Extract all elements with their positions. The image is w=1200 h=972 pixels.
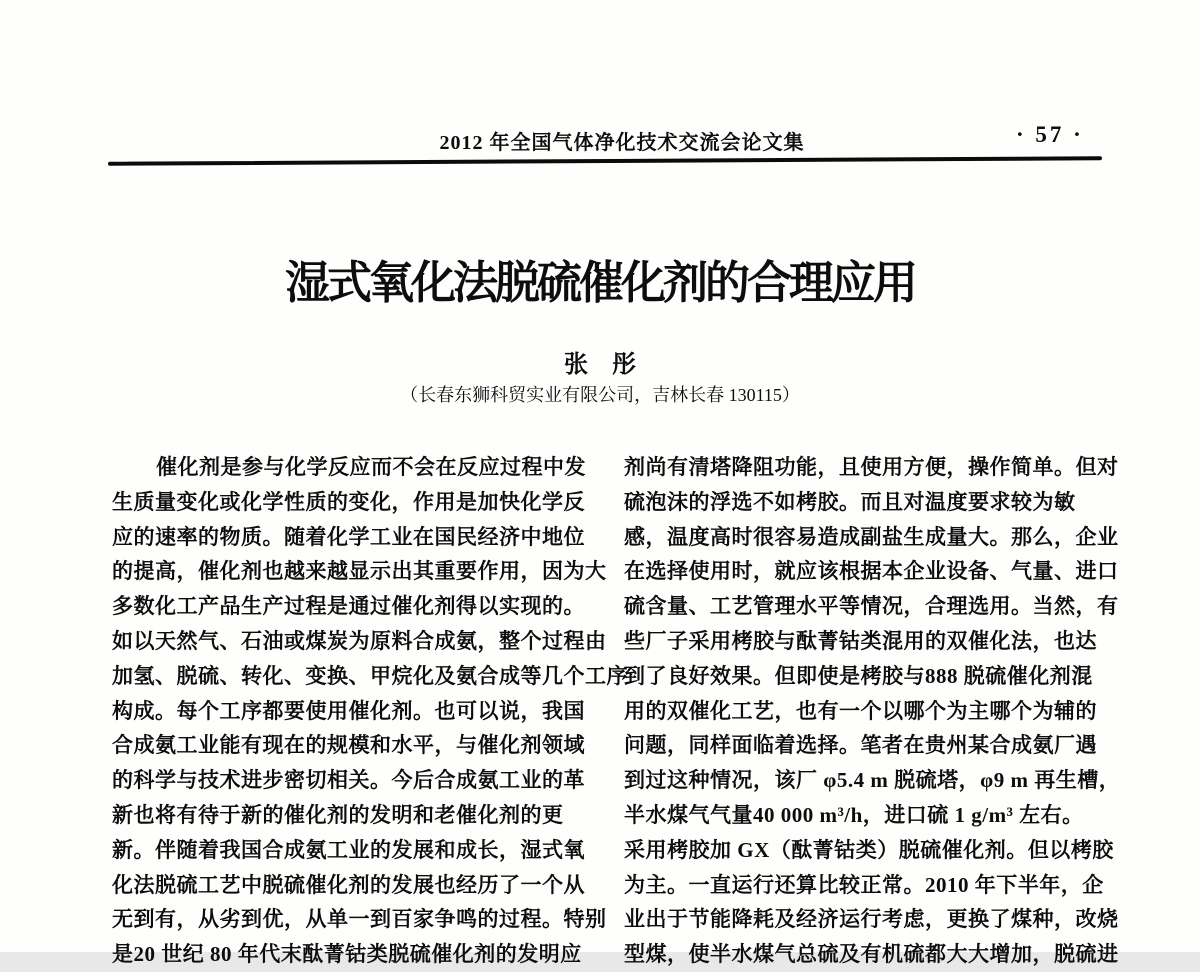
text-line: 是20 世纪 80 年代末酞菁钴类脱硫催化剂的发明应 bbox=[112, 942, 582, 967]
text-line: 些厂子采用栲胶与酞菁钴类混用的双催化法，也达 bbox=[624, 628, 1097, 653]
text-line: 硫泡沫的浮选不如栲胶。而且对温度要求较为敏 bbox=[624, 489, 1076, 514]
text-line: 如以天然气、石油或煤炭为原料合成氨，整个过程由 bbox=[112, 628, 607, 653]
text-line: 半水煤气气量40 000 m³/h，进口硫 1 g/m³ 左右。 bbox=[624, 802, 1084, 827]
text-line: 到了良好效果。但即使是栲胶与888 脱硫催化剂混 bbox=[624, 663, 1093, 688]
text-line: 化法脱硫工艺中脱硫催化剂的发展也经历了一个从 bbox=[112, 872, 585, 897]
text-line: 硫含量、工艺管理水平等情况，合理选用。当然，有 bbox=[624, 594, 1119, 619]
text-line: 问题，同样面临着选择。笔者在贵州某合成氨厂遇 bbox=[624, 733, 1097, 758]
text-line: 用的双催化工艺，也有一个以哪个为主哪个为辅的 bbox=[624, 698, 1097, 723]
header-rule bbox=[108, 156, 1102, 166]
text-line: 应的速率的物质。随着化学工业在国民经济中地位 bbox=[112, 524, 585, 549]
text-line: 到过这种情况，该厂 φ5.4 m 脱硫塔，φ9 m 再生槽， bbox=[624, 768, 1121, 793]
author-name: 张 彤 bbox=[564, 352, 636, 378]
text-line: 的科学与技术进步密切相关。今后合成氨工业的革 bbox=[112, 768, 585, 793]
text-line: 剂尚有清塔降阻功能，且使用方便，操作简单。但对 bbox=[624, 455, 1119, 479]
text-line: 采用栲胶加 GX（酞菁钴类）脱硫催化剂。但以栲胶 bbox=[624, 837, 1114, 862]
text-line: 多数化工产品生产过程是通过催化剂得以实现的。 bbox=[112, 594, 585, 619]
text-line: 感，温度高时很容易造成副盐生成量大。那么，企业 bbox=[624, 524, 1119, 549]
text-line: 无到有，从劣到优，从单一到百家争鸣的过程。特别 bbox=[112, 907, 607, 932]
text-line: 的提高，催化剂也越来越显示出其重要作用，因为大 bbox=[112, 559, 607, 584]
text-line: 加氢、脱硫、转化、变换、甲烷化及氨合成等几个工序 bbox=[112, 663, 628, 688]
text-line: 生质量变化或化学性质的变化，作用是加快化学反 bbox=[112, 489, 585, 514]
text-line: 业出于节能降耗及经济运行考虑，更换了煤种，改烧 bbox=[624, 907, 1119, 932]
article-title: 湿式氧化法脱硫催化剂的合理应用 bbox=[284, 258, 915, 308]
text-line: 构成。每个工序都要使用催化剂。也可以说，我国 bbox=[112, 698, 585, 723]
text-line: 新。伴随着我国合成氨工业的发展和成长，湿式氧 bbox=[112, 837, 585, 862]
author-affiliation: （长春东狮科贸实业有限公司，吉林长春 130115） bbox=[400, 385, 800, 405]
text-line: 催化剂是参与化学反应而不会在反应过程中发 bbox=[156, 455, 586, 479]
text-line: 为主。一直运行还算比较正常。2010 年下半年，企 bbox=[624, 872, 1104, 897]
text-line: 在选择使用时，就应该根据本企业设备、气量、进口 bbox=[624, 559, 1119, 584]
text-line: 新也将有待于新的催化剂的发明和老催化剂的更 bbox=[112, 802, 564, 827]
page-number: · 57 · bbox=[1016, 122, 1084, 147]
running-head-title: 2012 年全国气体净化技术交流会论文集 bbox=[439, 132, 805, 154]
text-line: 型煤，使半水煤气总硫及有机硫都大大增加，脱硫进 bbox=[624, 942, 1119, 967]
right-column bbox=[624, 450, 1121, 972]
left-column bbox=[112, 450, 628, 972]
text-line: 合成氨工业能有现在的规模和水平，与催化剂领域 bbox=[112, 733, 585, 758]
